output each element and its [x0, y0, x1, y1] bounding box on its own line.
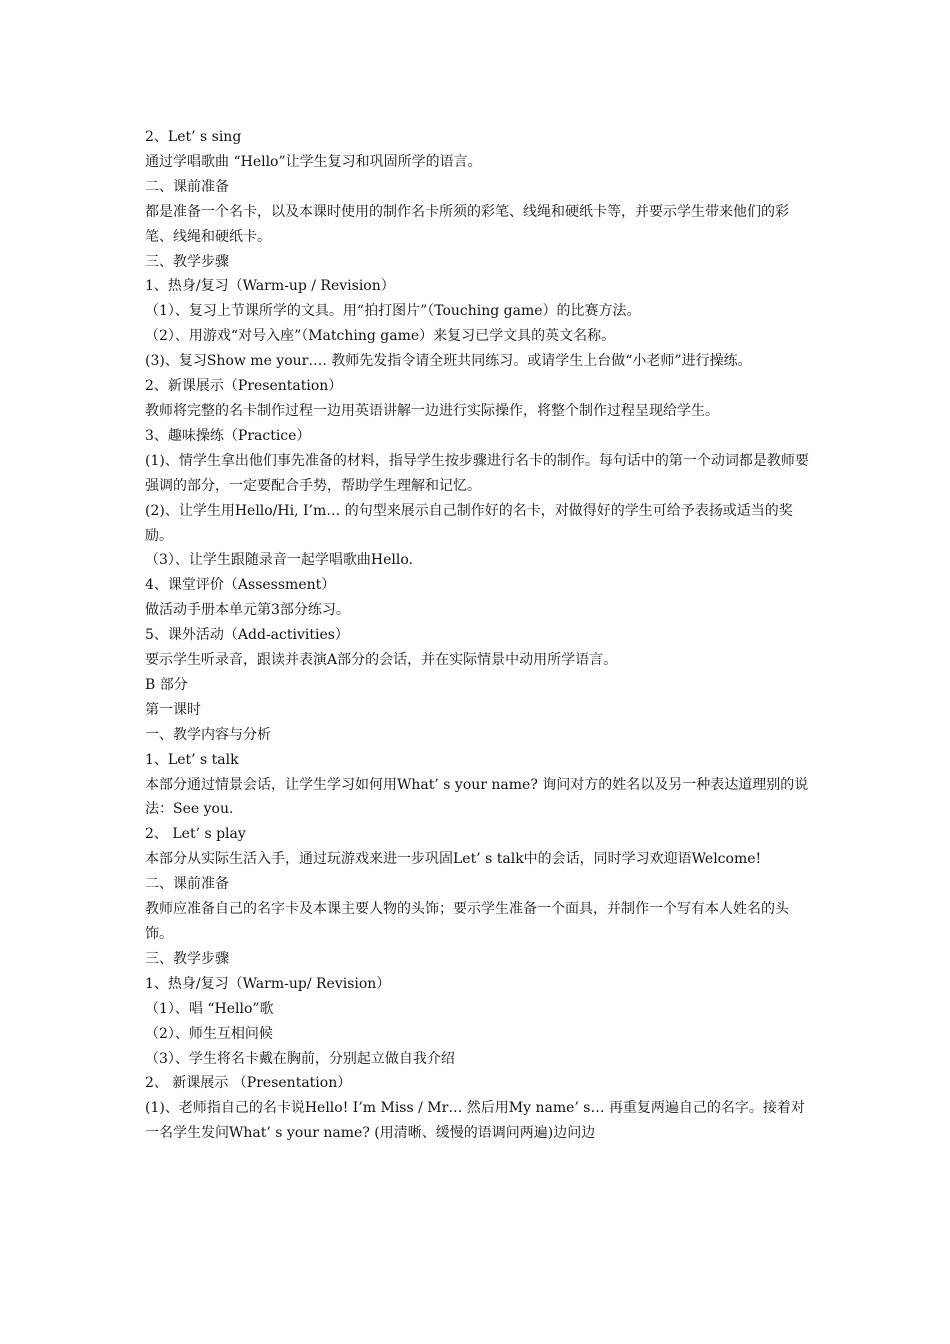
text-line: 都是准备一个名卡，以及本课时使用的制作名卡所须的彩笔、线绳和硬纸卡等，并要示学生带来他们的彩笔、线绳和硬纸卡。 — [145, 203, 789, 245]
text-line: 1、Let’ s talk — [145, 751, 239, 768]
section-heading: 三、教学步骤 — [145, 253, 229, 270]
text-line: 做活动手册本单元第3部分练习。 — [145, 602, 350, 619]
text-line: 3、趣味操练（Practice） — [145, 427, 311, 444]
text-line: 通过学唱歌曲 “Hello”让学生复习和巩固所学的语言。 — [145, 153, 482, 170]
text-line: (1)、老师指自己的名卡说Hello! I’m Miss / Mr… 然后用My name’ s… 再重复两遍自己的名字。接着对一名学生发问What’ s your name? (用清晰、缓慢的语调问两遍)边问边 — [145, 1100, 805, 1142]
document-page — [145, 125, 810, 1146]
text-line: 本部分从实际生活入手，通过玩游戏来进一步巩固Let’ s talk中的会话，同时学习欢迎语Welcome! — [145, 851, 762, 868]
text-line: （2）、师生互相问候 — [145, 1025, 273, 1042]
text-line: 1、热身/复习（Warm-up / Revision） — [145, 278, 395, 295]
section-heading: 二、课前准备 — [145, 178, 229, 195]
text-line: (3)、复习Show me your…. 教师先发指令请全班共同练习。或请学生上台做“小老师”进行操练。 — [145, 353, 752, 370]
section-heading: B 部分 — [145, 676, 188, 693]
text-line: （3）、让学生跟随录音一起学唱歌曲Hello. — [145, 552, 413, 569]
text-line: 2、Let’ s sing — [145, 129, 242, 145]
text-line: 5、课外活动（Add-activities） — [145, 627, 349, 644]
text-line: （1）、复习上节课所学的文具。用“拍打图片”（Touching game）的比赛方法。 — [145, 303, 641, 320]
text-line: 要示学生听录音，跟读并表演A部分的会话，并在实际情景中动用所学语言。 — [145, 652, 618, 669]
text-line: （2）、用游戏“对号入座”（Matching game）来复习已学文具的英文名称。 — [145, 328, 616, 345]
text-line: 本部分通过情景会话，让学生学习如何用What’ s your name? 询问对方的姓名以及另一种表达道理别的说法：See you. — [145, 776, 809, 818]
text-line: 1、热身/复习（Warm-up/ Revision） — [145, 975, 391, 992]
text-line: (2)、让学生用Hello/Hi, I’m… 的句型来展示自己制作好的名卡，对做得好的学生可给予表扬或适当的奖励。 — [145, 502, 793, 544]
text-line: （1）、唱 “Hello”歌 — [145, 1000, 274, 1017]
text-line: 2、新课展示（Presentation） — [145, 378, 343, 395]
section-heading: 三、教学步骤 — [145, 950, 229, 967]
text-line: 4、课堂评价（Assessment） — [145, 577, 336, 594]
text-line: （3）、学生将名卡戴在胸前，分别起立做自我介绍 — [145, 1050, 455, 1067]
text-line: 教师将完整的名卡制作过程一边用英语讲解一边进行实际操作，将整个制作过程呈现给学生。 — [145, 402, 719, 419]
section-heading: 第一课时 — [145, 701, 201, 718]
text-line: 2、 Let’ s play — [145, 826, 246, 843]
text-line: 2、 新课展示 （Presentation） — [145, 1075, 352, 1092]
section-heading: 一、教学内容与分析 — [145, 726, 271, 743]
text-line: 教师应准备自己的名字卡及本课主要人物的头饰；要示学生准备一个面具，并制作一个写有本人姓名的头饰。 — [145, 901, 789, 942]
section-heading: 二、课前准备 — [145, 876, 229, 893]
text-line: (1)、情学生拿出他们事先准备的材料，指导学生按步骤进行名卡的制作。每句话中的第一个动词都是教师要强调的部分，一定要配合手势，帮助学生理解和记忆。 — [145, 452, 809, 494]
